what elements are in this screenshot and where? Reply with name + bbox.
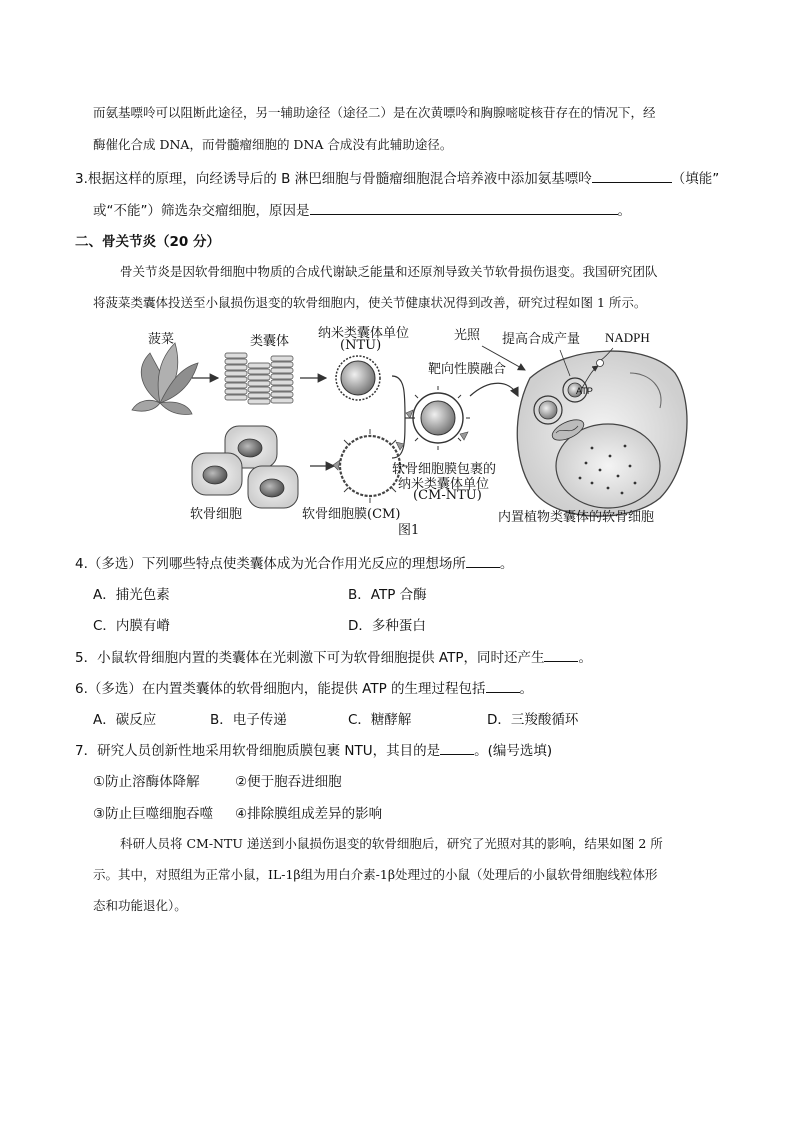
chondrocyte-cells-icon bbox=[192, 426, 298, 508]
label-cm-ntu-line-3: (CM-NTU) bbox=[413, 488, 482, 503]
question-4-option-c[interactable]: C．内膜有嵴 bbox=[93, 618, 170, 634]
question-3-line-2 bbox=[93, 199, 631, 219]
label-spinach: 菠菜 bbox=[148, 332, 175, 347]
question-4-end: 。 bbox=[499, 556, 514, 572]
label-nadph: NADPH bbox=[605, 330, 650, 345]
question-4-option-a[interactable]: A．捕光色素 bbox=[93, 587, 170, 603]
question-3-text-b: （填能” bbox=[671, 171, 720, 187]
label-cell-membrane: 软骨细胞膜(CM) bbox=[302, 507, 401, 522]
question-7-end: 。(编号选填) bbox=[474, 743, 553, 759]
question-4-stem: 4.（多选）下列哪些特点使类囊体成为光合作用光反应的理想场所 bbox=[75, 556, 466, 572]
section-para-line-1: 骨关节炎是因软骨细胞中物质的合成代谢缺乏能量和还原剂导致关节软骨损伤退变。我国研究团队 bbox=[120, 264, 658, 279]
question-3-text-a: 3.根据这样的原理，向经诱导后的 B 淋巴细胞与骨髓瘤细胞混合培养液中添加氨基嘌呤 bbox=[75, 171, 592, 187]
intro-line-2: 酶催化合成 DNA，而骨髓瘤细胞的 DNA 合成没有此辅助途径。 bbox=[93, 137, 453, 152]
closing-line-1: 科研人员将 CM-NTU 递送到小鼠损伤退变的软骨细胞后，研究了光照对其的影响，结果如图 2 所 bbox=[120, 836, 663, 851]
question-5-stem: 5．小鼠软骨细胞内置的类囊体在光刺激下可为软骨细胞提供 ATP，同时还产生 bbox=[75, 650, 545, 666]
question-4-blank[interactable] bbox=[466, 554, 500, 568]
section-title: 二、骨关节炎（20 分） bbox=[75, 234, 220, 250]
question-7-option-2[interactable]: ②便于胞吞进细胞 bbox=[235, 774, 342, 790]
question-3-blank-2[interactable] bbox=[310, 201, 618, 215]
label-thylakoid: 类囊体 bbox=[250, 334, 290, 349]
question-5-end: 。 bbox=[578, 650, 592, 666]
question-6-end: 。 bbox=[519, 681, 534, 697]
question-3-line-1 bbox=[75, 167, 719, 187]
spinach-icon bbox=[132, 343, 198, 415]
closing-line-3: 态和功能退化）。 bbox=[93, 898, 187, 913]
question-7-option-4[interactable]: ④排除膜组成差异的影响 bbox=[235, 806, 383, 822]
figure-caption: 图1 bbox=[398, 523, 420, 538]
question-6-stem: 6.（多选）在内置类囊体的软骨细胞内，能提供 ATP 的生理过程包括 bbox=[75, 681, 486, 697]
label-light: 光照 bbox=[454, 328, 481, 343]
label-targeted-fusion: 靶向性膜融合 bbox=[428, 362, 507, 377]
closing-line-2: 示。其中，对照组为正常小鼠，IL-1β组为用白介素-1β处理过的小鼠（处理后的小鼠软骨细胞线粒体形 bbox=[93, 867, 658, 882]
section-para-line-2: 将菠菜类囊体投送至小鼠损伤退变的软骨细胞内，使关节健康状况得到改善，研究过程如图 1 所示。 bbox=[93, 295, 647, 310]
label-cm-ntu-line-1: 软骨细胞膜包裹的 bbox=[392, 462, 497, 477]
figure-1 bbox=[130, 318, 690, 540]
question-4-option-b[interactable]: B．ATP 合酶 bbox=[348, 587, 427, 603]
intro-line-1: 而氨基嘌呤可以阻断此途径，另一辅助途径（途径二）是在次黄嘌呤和胸腺嘧啶核苷存在的情况下，经 bbox=[93, 105, 656, 120]
question-7-blank[interactable] bbox=[440, 741, 474, 755]
question-6-option-c[interactable]: C．糖酵解 bbox=[348, 712, 412, 728]
ntu-sphere-icon bbox=[336, 356, 380, 400]
label-cm-ntu-line-2: 纳米类囊体单位 bbox=[398, 477, 490, 492]
question-7 bbox=[75, 739, 552, 759]
question-3-text-c: 或“不能”）筛选杂交瘤细胞，原因是 bbox=[93, 203, 310, 219]
question-5-blank[interactable] bbox=[544, 648, 578, 662]
question-6-option-b[interactable]: B．电子传递 bbox=[210, 712, 287, 728]
question-4 bbox=[75, 552, 513, 572]
question-7-option-1[interactable]: ①防止溶酶体降解 bbox=[93, 774, 200, 790]
question-3-text-d: 。 bbox=[617, 203, 631, 219]
label-improve-yield: 提高合成产量 bbox=[502, 332, 581, 347]
label-atp: ATP bbox=[576, 386, 593, 396]
question-3-blank-1[interactable] bbox=[592, 169, 672, 183]
question-6-option-d[interactable]: D．三羧酸循环 bbox=[487, 712, 579, 728]
question-6-option-a[interactable]: A．碳反应 bbox=[93, 712, 157, 728]
label-engineered-chondrocyte: 内置植物类囊体的软骨细胞 bbox=[498, 510, 655, 525]
question-4-option-d[interactable]: D．多种蛋白 bbox=[348, 618, 426, 634]
label-ntu-line-2: (NTU) bbox=[340, 338, 382, 353]
cm-ntu-icon bbox=[406, 386, 470, 450]
question-7-stem: 7．研究人员创新性地采用软骨细胞质膜包裹 NTU，其目的是 bbox=[75, 743, 441, 759]
engineered-chondrocyte-icon bbox=[517, 351, 687, 516]
question-6-blank[interactable] bbox=[486, 679, 520, 693]
question-5 bbox=[75, 646, 592, 666]
label-ntu-line-1: 纳米类囊体单位 bbox=[318, 326, 410, 341]
label-chondrocyte: 软骨细胞 bbox=[190, 507, 243, 522]
question-6 bbox=[75, 677, 533, 697]
thylakoid-stack-icon bbox=[225, 353, 293, 404]
question-7-option-3[interactable]: ③防止巨噬细胞吞噬 bbox=[93, 806, 214, 822]
